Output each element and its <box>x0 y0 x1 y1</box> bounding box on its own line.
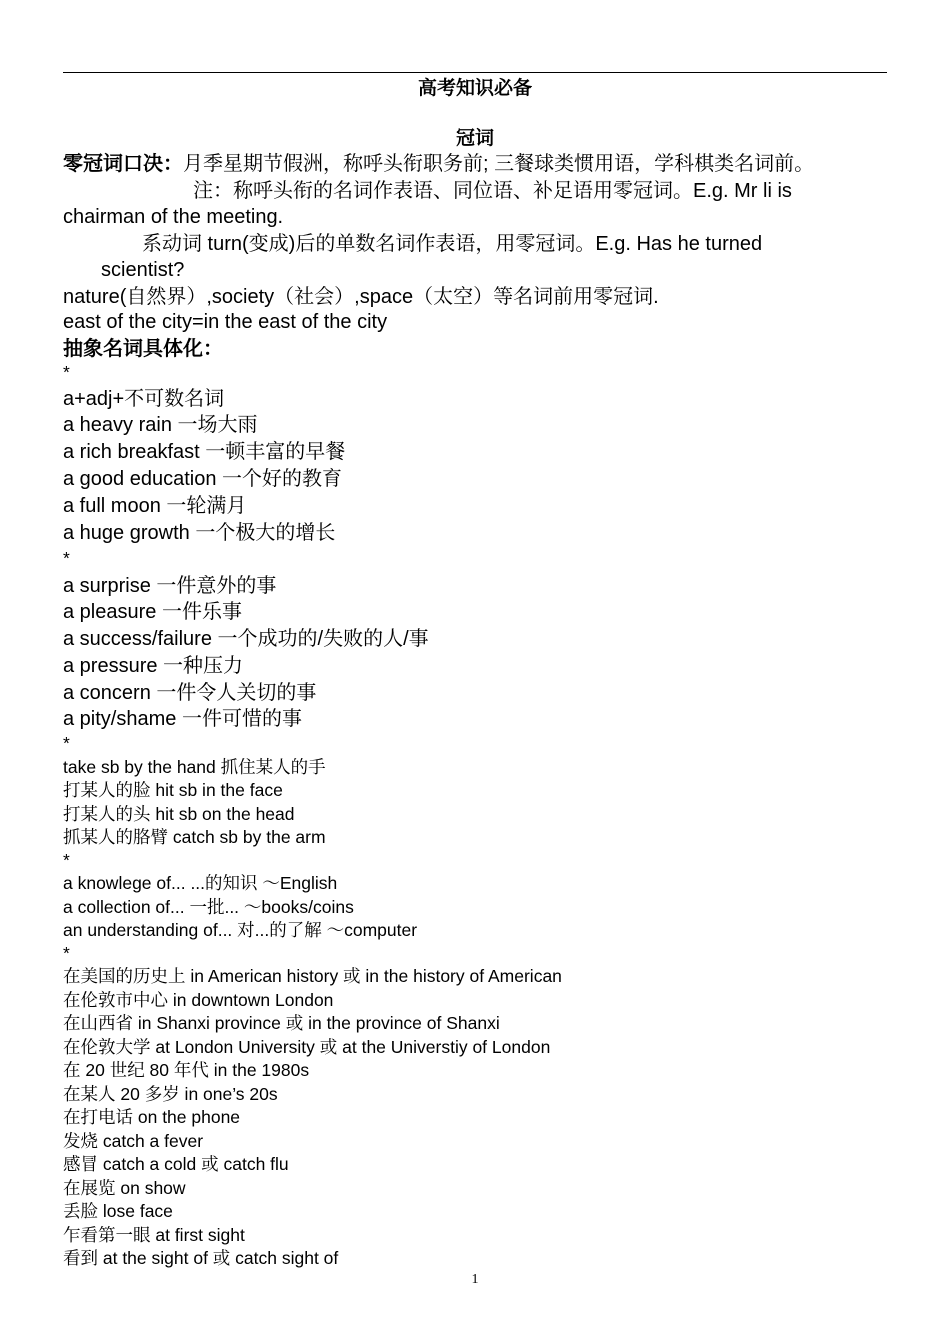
zero-article-note-1: 注：称呼头衔的名词作表语、同位语、补足语用零冠词。E.g. Mr li is <box>193 180 792 202</box>
list-item: 在展览 on show <box>63 1178 186 1198</box>
east-line: east of the city=in the east of the city <box>63 311 388 333</box>
list-item: a good education 一个好的教育 <box>63 468 343 490</box>
list-item: 在山西省 in Shanxi province 或 in the province of Shanxi <box>63 1013 500 1033</box>
list-item: a pressure 一种压力 <box>63 655 244 677</box>
list-item: a success/failure 一个成功的/失败的人/事 <box>63 628 429 650</box>
section-title: 冠词 <box>455 128 494 149</box>
list-item: 在打电话 on the phone <box>63 1107 241 1127</box>
list-item: 在某人 20 多岁 in one’s 20s <box>63 1084 278 1104</box>
zero-article-rule: 月季星期节假洲，称呼头衔职务前; 三餐球类惯用语，学科棋类名词前。 <box>183 153 815 175</box>
star-divider: * <box>63 850 70 870</box>
zero-article-note-2: chairman of the meeting. <box>63 206 284 228</box>
linking-verb-note-2: scientist? <box>101 259 185 281</box>
list-item: 看到 at the sight of 或 catch sight of <box>63 1248 339 1268</box>
zero-article-rule-line <box>63 153 814 176</box>
list-item: 在 20 世纪 80 年代 in the 1980s <box>63 1060 310 1080</box>
document-title: 高考知识必备 <box>417 78 532 99</box>
list-item: 打某人的脸 hit sb in the face <box>63 780 283 800</box>
list-item: a surprise 一件意外的事 <box>63 575 277 597</box>
list-item: a concern 一件令人关切的事 <box>63 682 317 704</box>
list-item: a huge growth 一个极大的增长 <box>63 522 336 544</box>
list-item: a full moon 一轮满月 <box>63 495 247 517</box>
list-item: a heavy rain 一场大雨 <box>63 414 258 436</box>
star-divider: * <box>63 362 70 382</box>
list-item: a rich breakfast 一顿丰富的早餐 <box>63 441 346 463</box>
list-item: a collection of... 一批... ～books/coins <box>63 897 354 917</box>
list-item: an understanding of... 对...的了解 ～computer <box>63 920 418 940</box>
list-item: 打某人的头 hit sb on the head <box>63 804 295 824</box>
list-item: a pity/shame 一件可惜的事 <box>63 708 302 730</box>
list-item: a knowlege of... ...的知识 ～English <box>63 873 338 893</box>
zero-article-label: 零冠词口决： <box>63 153 183 175</box>
star-divider: * <box>63 548 70 568</box>
list-item: 乍看第一眼 at first sight <box>63 1225 245 1245</box>
abstract-heading: 抽象名词具体化： <box>63 338 223 360</box>
header-rule <box>63 72 887 73</box>
linking-verb-note-1: 系动词 turn(变成)后的单数名词作表语，用零冠词。E.g. Has he turned <box>142 233 763 255</box>
list-item: 感冒 catch a cold 或 catch flu <box>63 1154 289 1174</box>
list-item: 在伦敦市中心 in downtown London <box>63 990 334 1010</box>
list-item: 发烧 catch a fever <box>63 1131 204 1151</box>
list-item: 丢脸 lose face <box>63 1201 173 1221</box>
star-divider: * <box>63 943 70 963</box>
list-item: 在伦敦大学 at London University 或 at the Universtiy of London <box>63 1037 551 1057</box>
list-item: 在美国的历史上 in American history 或 in the history of American <box>63 966 562 986</box>
list-item: 抓某人的胳臂 catch sb by the arm <box>63 827 326 847</box>
list-item: a+adj+不可数名词 <box>63 388 225 410</box>
list-item: take sb by the hand 抓住某人的手 <box>63 757 326 777</box>
nature-line: nature(自然界）,society（社会）,space（太空）等名词前用零冠词. <box>63 286 659 308</box>
star-divider: * <box>63 733 70 753</box>
list-item: a pleasure 一件乐事 <box>63 601 242 623</box>
page-number: 1 <box>471 1272 479 1287</box>
